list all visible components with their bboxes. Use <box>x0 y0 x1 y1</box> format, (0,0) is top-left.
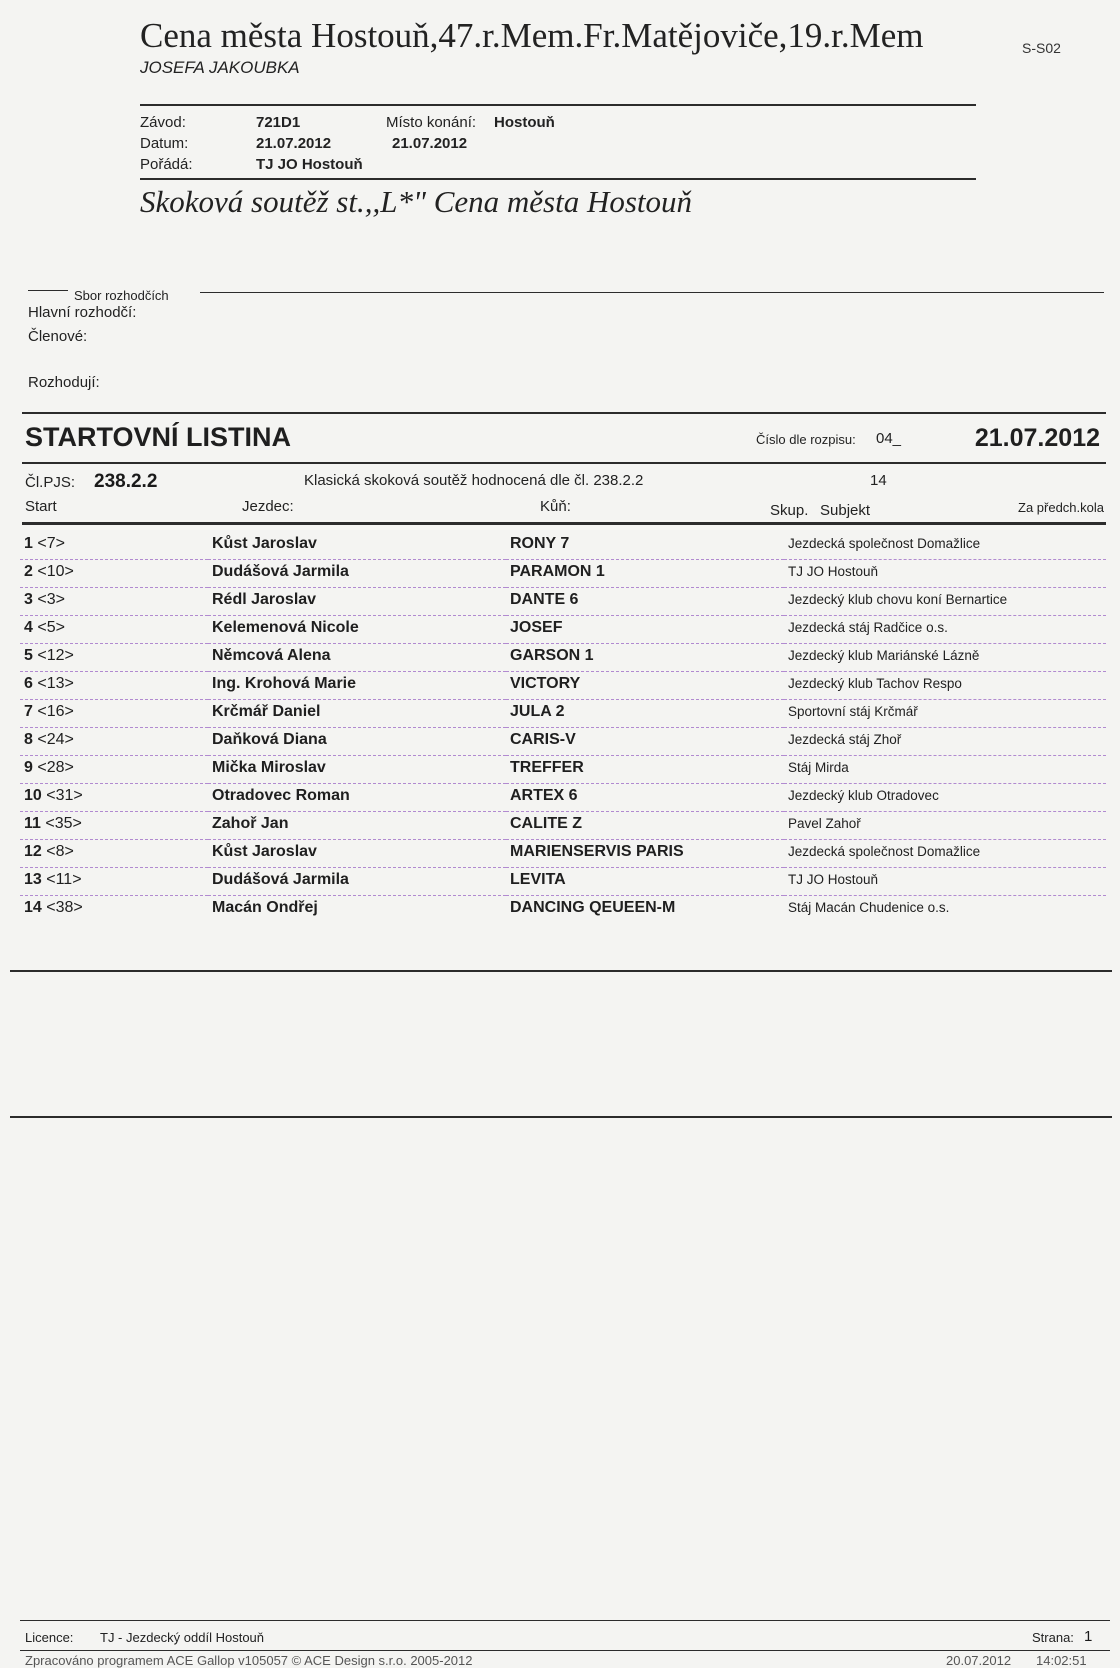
pjs-value: 238.2.2 <box>94 471 158 492</box>
horse-name: RONY 7 <box>506 532 784 560</box>
draw-order: <3> <box>37 591 65 608</box>
rider-name: Dudášová Jarmila <box>208 560 506 588</box>
table-bottom-line <box>10 970 1112 972</box>
rider-name: Ing. Krohová Marie <box>208 672 506 700</box>
rider-name: Rédl Jaroslav <box>208 588 506 616</box>
footer-bottom-line <box>20 1650 1110 1651</box>
print-date: 20.07.2012 <box>946 1653 1012 1668</box>
deciding-label: Rozhodují: <box>28 374 100 391</box>
horse-name: PARAMON 1 <box>506 560 784 588</box>
table-row <box>20 756 1106 784</box>
start-number: 7 <box>24 703 33 720</box>
draw-order: <7> <box>37 535 65 552</box>
draw-order: <31> <box>46 787 83 804</box>
draw-order: <11> <box>46 871 82 888</box>
listing-heading: STARTOVNÍ LISTINA <box>25 422 292 452</box>
porada-label: Pořádá: <box>140 156 193 173</box>
draw-order: <13> <box>37 675 74 692</box>
subject-name: Stáj Mirda <box>784 756 1106 784</box>
rider-name: Krčmář Daniel <box>208 700 506 728</box>
start-cell <box>20 728 208 756</box>
start-cell <box>20 868 208 896</box>
table-row <box>20 616 1106 644</box>
datum-value-to: 21.07.2012 <box>392 135 468 152</box>
col-start: Start <box>25 498 57 515</box>
pjs-label: Čl.PJS: <box>25 474 76 491</box>
table-row <box>20 560 1106 588</box>
start-cell <box>20 560 208 588</box>
start-number: 10 <box>24 787 42 804</box>
rider-name: Dudášová Jarmila <box>208 868 506 896</box>
subject-name: Jezdecká společnost Domažlice <box>784 532 1106 560</box>
competition-name: Skoková soutěž st.,,L*" Cena města Hostouň <box>140 184 693 219</box>
start-cell <box>20 812 208 840</box>
table-row <box>20 672 1106 700</box>
table-row <box>20 700 1106 728</box>
draw-order: <8> <box>46 843 74 860</box>
start-cell <box>20 672 208 700</box>
licence-label: Licence: <box>25 1630 74 1645</box>
listing-date: 21.07.2012 <box>974 424 1100 452</box>
info-divider <box>140 178 976 180</box>
table-row <box>20 588 1106 616</box>
subject-name: Pavel Zahoř <box>784 812 1106 840</box>
entry-count: 14 <box>870 472 887 489</box>
event-title: Cena města Hostouň,47.r.Mem.Fr.Matějoviče,19.r.Mem <box>140 16 924 55</box>
horse-name: ARTEX 6 <box>506 784 784 812</box>
page-mid-line <box>10 1116 1112 1118</box>
start-cell <box>20 532 208 560</box>
start-number: 9 <box>24 759 33 776</box>
start-number: 3 <box>24 591 33 608</box>
head-judge-label: Hlavní rozhodčí: <box>28 304 137 321</box>
start-number: 8 <box>24 731 33 748</box>
draw-order: <16> <box>37 703 74 720</box>
horse-name: TREFFER <box>506 756 784 784</box>
subject-name: Jezdecký klub Otradovec <box>784 784 1106 812</box>
draw-order: <10> <box>37 563 74 580</box>
form-code: S-S02 <box>1022 40 1061 56</box>
horse-name: CALITE Z <box>506 812 784 840</box>
horse-name: GARSON 1 <box>506 644 784 672</box>
horse-name: VICTORY <box>506 672 784 700</box>
listing-top-line <box>22 412 1106 414</box>
rider-name: Kůst Jaroslav <box>208 532 506 560</box>
misto-value: Hostouň <box>494 114 555 131</box>
draw-order: <24> <box>37 731 74 748</box>
draw-order: <5> <box>37 619 65 636</box>
rider-name: Kelemenová Nicole <box>208 616 506 644</box>
start-cell <box>20 896 208 924</box>
rider-name: Kůst Jaroslav <box>208 840 506 868</box>
subject-name: TJ JO Hostouň <box>784 868 1106 896</box>
rider-name: Daňková Diana <box>208 728 506 756</box>
horse-name: LEVITA <box>506 868 784 896</box>
judges-line-left <box>28 290 68 291</box>
table-row <box>20 812 1106 840</box>
rider-name: Macán Ondřej <box>212 899 318 916</box>
processed-by: Zpracováno programem ACE Gallop v105057 © ACE Design s.r.o. 2005-2012 <box>25 1653 473 1668</box>
start-cell <box>20 588 208 616</box>
rozpis-label: Číslo dle rozpisu: <box>756 432 856 447</box>
subject-name: Jezdecká stáj Zhoř <box>784 728 1106 756</box>
start-cell <box>20 756 208 784</box>
judges-line-right <box>200 292 1104 293</box>
zavod-value: 721D1 <box>256 114 301 131</box>
horse-name: DANCING QEUEEN-M <box>510 899 676 916</box>
page-label: Strana: <box>1032 1630 1074 1645</box>
event-subtitle: JOSEFA JAKOUBKA <box>140 58 300 77</box>
subject-name: TJ JO Hostouň <box>784 560 1106 588</box>
start-number: 5 <box>24 647 33 664</box>
misto-label: Místo konání: <box>386 114 477 131</box>
horse-name: DANTE 6 <box>506 588 784 616</box>
rider-name: Mička Miroslav <box>208 756 506 784</box>
subject-name: Jezdecká společnost Domažlice <box>784 840 1106 868</box>
start-list-table <box>20 532 1106 923</box>
datum-value-from: 21.07.2012 <box>256 135 332 152</box>
zavod-label: Závod: <box>140 114 186 131</box>
col-subject: Subjekt <box>820 502 871 519</box>
subject-name: Jezdecký klub Mariánské Lázně <box>784 644 1106 672</box>
start-cell <box>20 784 208 812</box>
start-number: 6 <box>24 675 33 692</box>
start-cell <box>20 840 208 868</box>
horse-name: JOSEF <box>506 616 784 644</box>
horse-name: CARIS-V <box>506 728 784 756</box>
start-number: 11 <box>24 815 41 832</box>
members-label: Členové: <box>28 328 88 345</box>
table-row <box>20 840 1106 868</box>
table-row <box>20 896 1106 924</box>
start-number: 14 <box>24 899 42 916</box>
subject-name: Jezdecká stáj Radčice o.s. <box>784 616 1106 644</box>
listing-heading-line <box>22 462 1106 464</box>
start-cell <box>20 700 208 728</box>
draw-order: <38> <box>46 899 83 916</box>
horse-name: MARIENSERVIS PARIS <box>506 840 784 868</box>
judges-section-label: Sbor rozhodčích <box>74 288 169 303</box>
col-horse: Kůň: <box>540 498 571 515</box>
draw-order: <12> <box>37 647 74 664</box>
start-number: 1 <box>24 535 33 552</box>
draw-order: <35> <box>45 815 82 832</box>
start-cell <box>20 616 208 644</box>
competition-description: Klasická skoková soutěž hodnocená dle čl. 238.2.2 <box>304 472 644 489</box>
subject-name: Jezdecký klub chovu koní Bernartice <box>784 588 1106 616</box>
print-time: 14:02:51 <box>1036 1653 1087 1668</box>
start-number: 12 <box>24 843 42 860</box>
header-divider <box>140 104 976 106</box>
table-row <box>20 532 1106 560</box>
rider-name: Zahoř Jan <box>208 812 506 840</box>
rozpis-value: 04_ <box>876 430 902 447</box>
datum-label: Datum: <box>140 135 189 152</box>
licence-value: TJ - Jezdecký oddíl Hostouň <box>100 1630 265 1645</box>
page-number: 1 <box>1084 1628 1093 1645</box>
subject-name: Jezdecký klub Tachov Respo <box>784 672 1106 700</box>
table-row <box>20 868 1106 896</box>
table-row <box>20 784 1106 812</box>
col-rider: Jezdec: <box>242 498 294 515</box>
table-header-line <box>22 522 1106 525</box>
rider-name: Němcová Alena <box>208 644 506 672</box>
start-number: 2 <box>24 563 33 580</box>
table-row <box>20 644 1106 672</box>
porada-value: TJ JO Hostouň <box>256 156 363 173</box>
subject-name: Stáj Macán Chudenice o.s. <box>788 900 950 915</box>
footer-top-line <box>20 1620 1110 1621</box>
col-prev-round: Za předch.kola <box>1018 500 1104 515</box>
horse-name: JULA 2 <box>506 700 784 728</box>
start-number: 13 <box>24 871 42 888</box>
draw-order: <28> <box>37 759 74 776</box>
col-group: Skup. <box>770 502 809 519</box>
start-cell <box>20 644 208 672</box>
subject-name: Sportovní stáj Krčmář <box>784 700 1106 728</box>
start-number: 4 <box>24 619 33 636</box>
rider-name: Otradovec Roman <box>208 784 506 812</box>
table-row <box>20 728 1106 756</box>
